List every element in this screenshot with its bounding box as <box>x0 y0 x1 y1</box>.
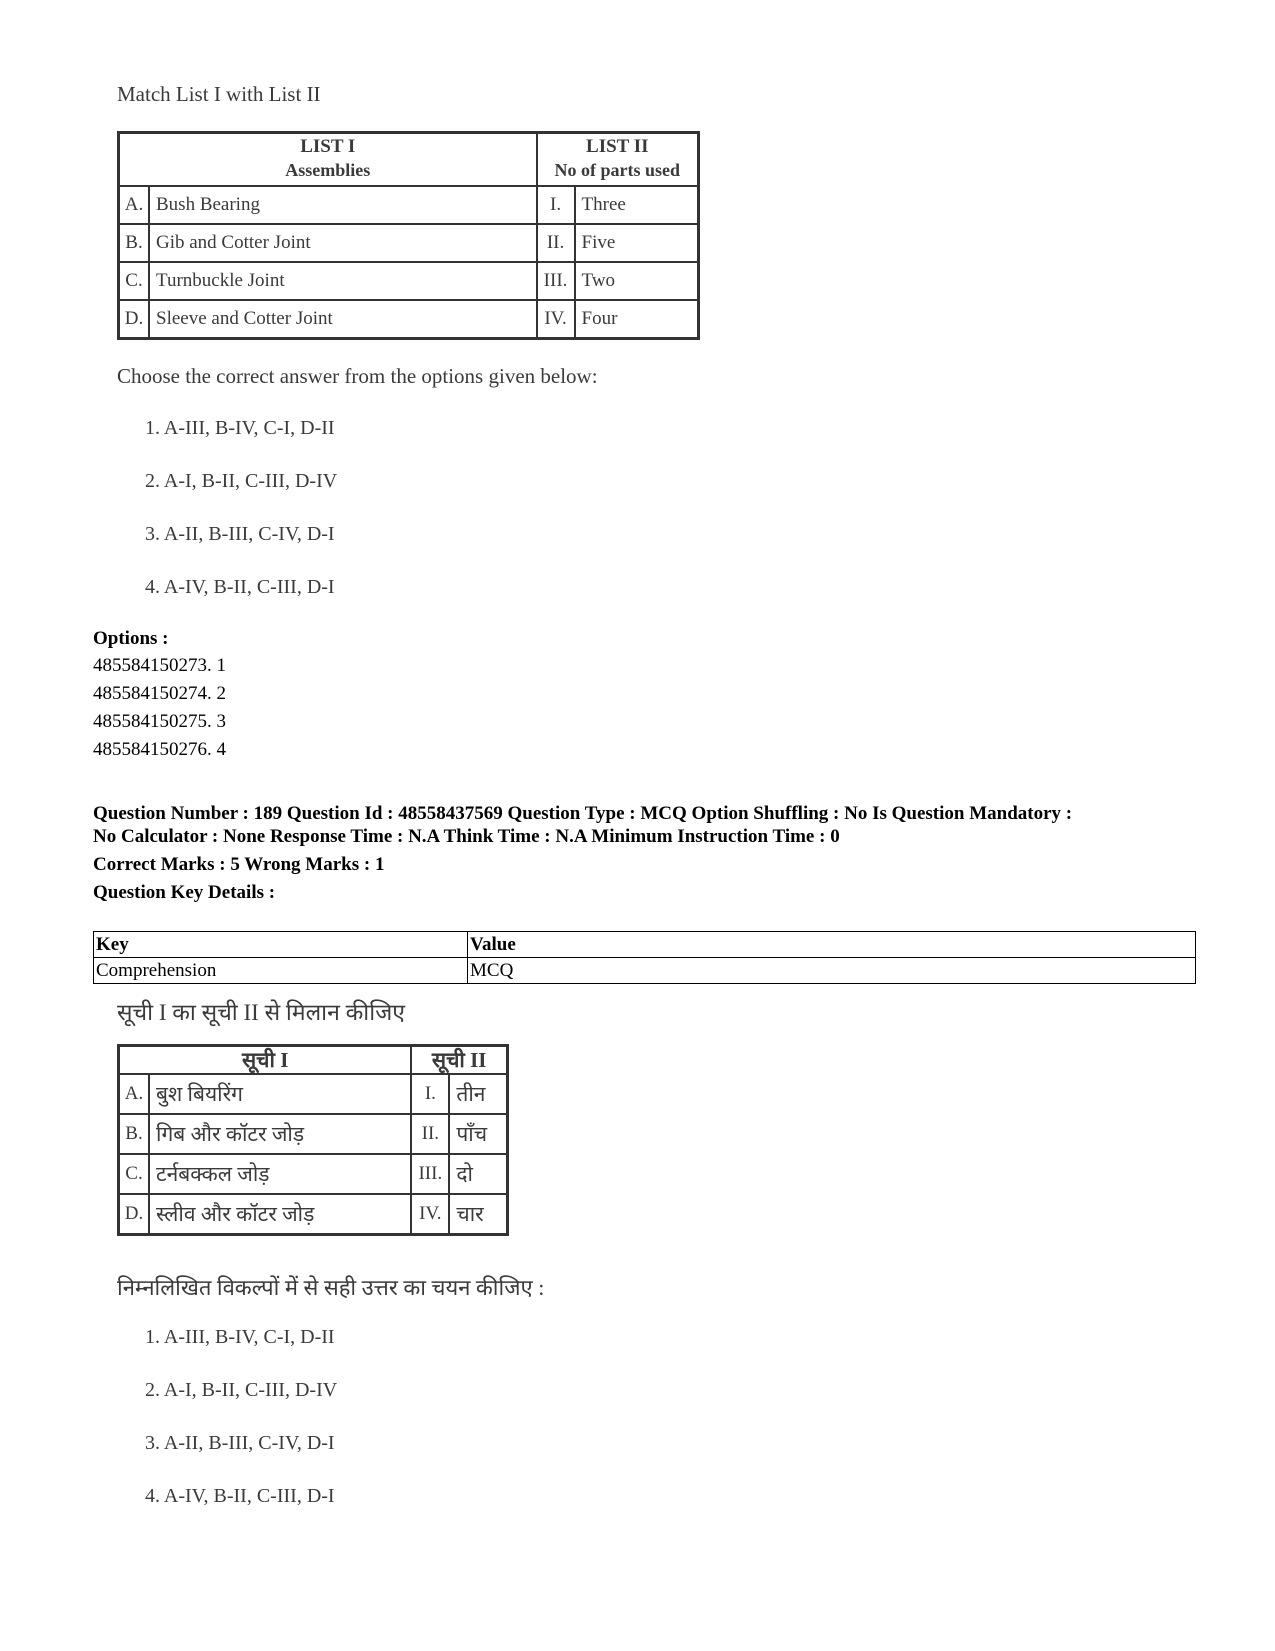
question-instruction: Choose the correct answer from the options given below: <box>117 364 598 388</box>
key-details-label: Question Key Details : <box>93 882 276 903</box>
row-letter: C. <box>119 1154 150 1194</box>
row-item: स्लीव और कॉटर जोड़ <box>149 1194 411 1235</box>
row-item: Gib and Cotter Joint <box>149 224 537 262</box>
option-item: 485584150274. 2 <box>93 683 226 704</box>
row-letter: D. <box>119 300 150 339</box>
row-numeral: III. <box>537 262 575 300</box>
row-letter: C. <box>119 262 150 300</box>
list1-heading: LIST I <box>300 136 356 157</box>
row-numeral: III. <box>411 1154 449 1194</box>
row-value: Three <box>575 186 699 224</box>
answer-choice: 1. A-III, B-IV, C-I, D-II <box>145 417 335 439</box>
table-row <box>119 1194 508 1235</box>
row-item: Bush Bearing <box>149 186 537 224</box>
value-cell: MCQ <box>468 958 1196 984</box>
table-row <box>119 300 699 339</box>
row-numeral: IV. <box>537 300 575 339</box>
row-letter: B. <box>119 224 150 262</box>
key-header: Key <box>94 932 468 958</box>
answer-choice: 2. A-I, B-II, C-III, D-IV <box>145 470 338 492</box>
table-row <box>119 1114 508 1154</box>
row-item: टर्नबक्कल जोड़ <box>149 1154 411 1194</box>
list2-heading: LIST II <box>586 136 649 157</box>
list2-header <box>537 133 699 187</box>
key-cell: Comprehension <box>94 958 468 984</box>
value-header: Value <box>468 932 1196 958</box>
row-letter: A. <box>119 1074 150 1114</box>
table-row <box>119 1074 508 1114</box>
row-letter: A. <box>119 186 150 224</box>
answer-choice: 3. A-II, B-III, C-IV, D-I <box>145 523 335 545</box>
row-numeral: I. <box>411 1074 449 1114</box>
answer-choice: 4. A-IV, B-II, C-III, D-I <box>145 576 335 598</box>
option-item: 485584150273. 1 <box>93 655 226 676</box>
row-value: Five <box>575 224 699 262</box>
match-table <box>117 131 700 340</box>
row-value: चार <box>449 1194 507 1235</box>
list1-subheading: Assemblies <box>285 160 371 180</box>
answer-choice: 2. A-I, B-II, C-III, D-IV <box>145 1379 338 1401</box>
row-item: बुश बियरिंग <box>149 1074 411 1114</box>
key-details-table <box>93 931 1196 984</box>
row-letter: B. <box>119 1114 150 1154</box>
row-numeral: II. <box>411 1114 449 1154</box>
options-label: Options : <box>93 628 169 649</box>
row-numeral: IV. <box>411 1194 449 1235</box>
question-title-hindi: सूची I का सूची II से मिलान कीजिए <box>117 1000 406 1025</box>
option-item: 485584150276. 4 <box>93 739 226 760</box>
row-value: Four <box>575 300 699 339</box>
table-row <box>119 262 699 300</box>
row-item: Turnbuckle Joint <box>149 262 537 300</box>
list2-subheading: No of parts used <box>554 160 681 180</box>
list1-header <box>119 133 537 187</box>
option-item: 485584150275. 3 <box>93 711 226 732</box>
match-table-hindi <box>117 1044 509 1236</box>
row-numeral: I. <box>537 186 575 224</box>
answer-choice: 3. A-II, B-III, C-IV, D-I <box>145 1432 335 1454</box>
table-row <box>119 224 699 262</box>
marks-line: Correct Marks : 5 Wrong Marks : 1 <box>93 854 385 875</box>
answer-choice: 1. A-III, B-IV, C-I, D-II <box>145 1326 335 1348</box>
question-instruction-hindi: निम्नलिखित विकल्पों में से सही उत्तर का चयन कीजिए : <box>117 1275 545 1300</box>
row-item: Sleeve and Cotter Joint <box>149 300 537 339</box>
table-row <box>119 1154 508 1194</box>
row-value: पाँच <box>449 1114 507 1154</box>
row-item: गिब और कॉटर जोड़ <box>149 1114 411 1154</box>
list2-header-hindi: सूची II <box>411 1046 507 1075</box>
question-meta-line: Question Number : 189 Question Id : 48558437569 Question Type : MCQ Option Shuffling : No Is Question Mandatory : <box>93 803 1073 824</box>
row-value: तीन <box>449 1074 507 1114</box>
row-value: Two <box>575 262 699 300</box>
table-row <box>119 186 699 224</box>
row-letter: D. <box>119 1194 150 1235</box>
row-value: दो <box>449 1154 507 1194</box>
list1-header-hindi: सूची I <box>119 1046 412 1075</box>
question-title: Match List I with List II <box>117 82 321 106</box>
row-numeral: II. <box>537 224 575 262</box>
question-meta-line: No Calculator : None Response Time : N.A Think Time : N.A Minimum Instruction Time : 0 <box>93 826 840 847</box>
answer-choice: 4. A-IV, B-II, C-III, D-I <box>145 1485 335 1507</box>
